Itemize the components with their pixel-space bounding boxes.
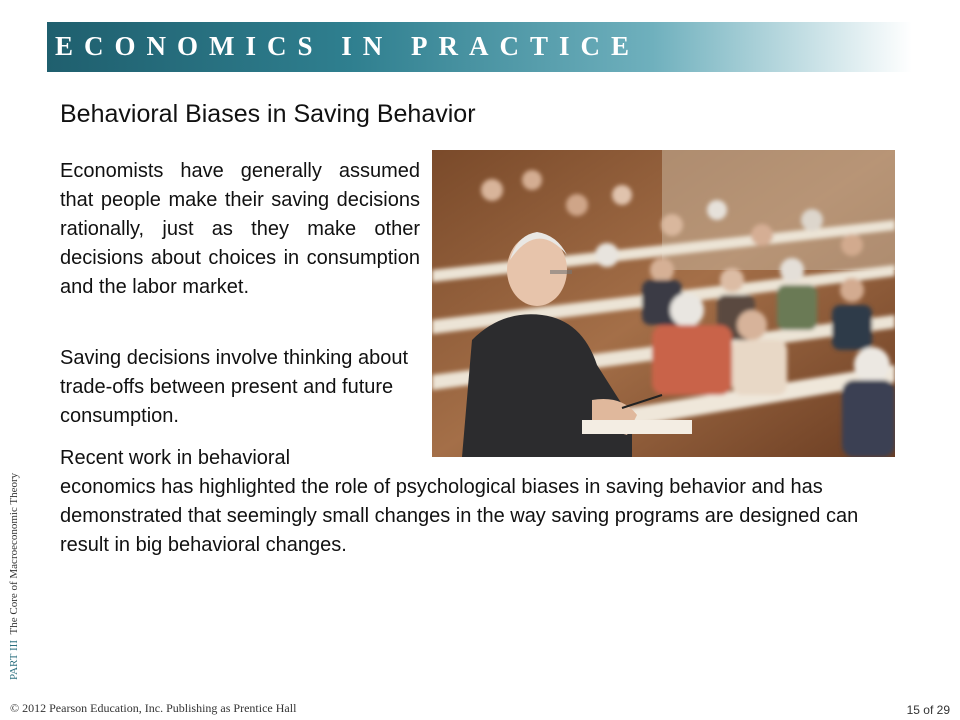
paragraph-3 bbox=[60, 444, 900, 560]
page-number: 15 of 29 bbox=[906, 703, 950, 717]
part-label-vertical bbox=[8, 473, 20, 680]
paragraph-2: Saving decisions involve thinking about trade-offs between present and future consumption. bbox=[60, 347, 408, 427]
slide-title: Behavioral Biases in Saving Behavior bbox=[60, 100, 476, 128]
section-banner bbox=[47, 22, 912, 72]
banner-title: ECONOMICS IN PRACTICE bbox=[55, 31, 641, 61]
copyright-notice: © 2012 Pearson Education, Inc. Publishing as Prentice Hall bbox=[10, 701, 297, 715]
lecture-hall-photo-icon bbox=[432, 150, 895, 457]
paragraph-3-rest: economics has highlighted the role of psychological biases in saving behavior and has demonstrated that seemingly small changes in the way saving programs are designed can result in big behavioral changes. bbox=[60, 476, 859, 556]
paragraph-1: Economists have generally assumed that people make their saving decisions rationally, just as they make other decisions about choices in consumption and the labor market. bbox=[60, 160, 420, 298]
part-title: The Core of Macroeconomic Theory bbox=[8, 472, 20, 635]
part-number: PART III bbox=[8, 640, 20, 680]
paragraph-3-first-line: Recent work in behavioral bbox=[60, 447, 291, 469]
